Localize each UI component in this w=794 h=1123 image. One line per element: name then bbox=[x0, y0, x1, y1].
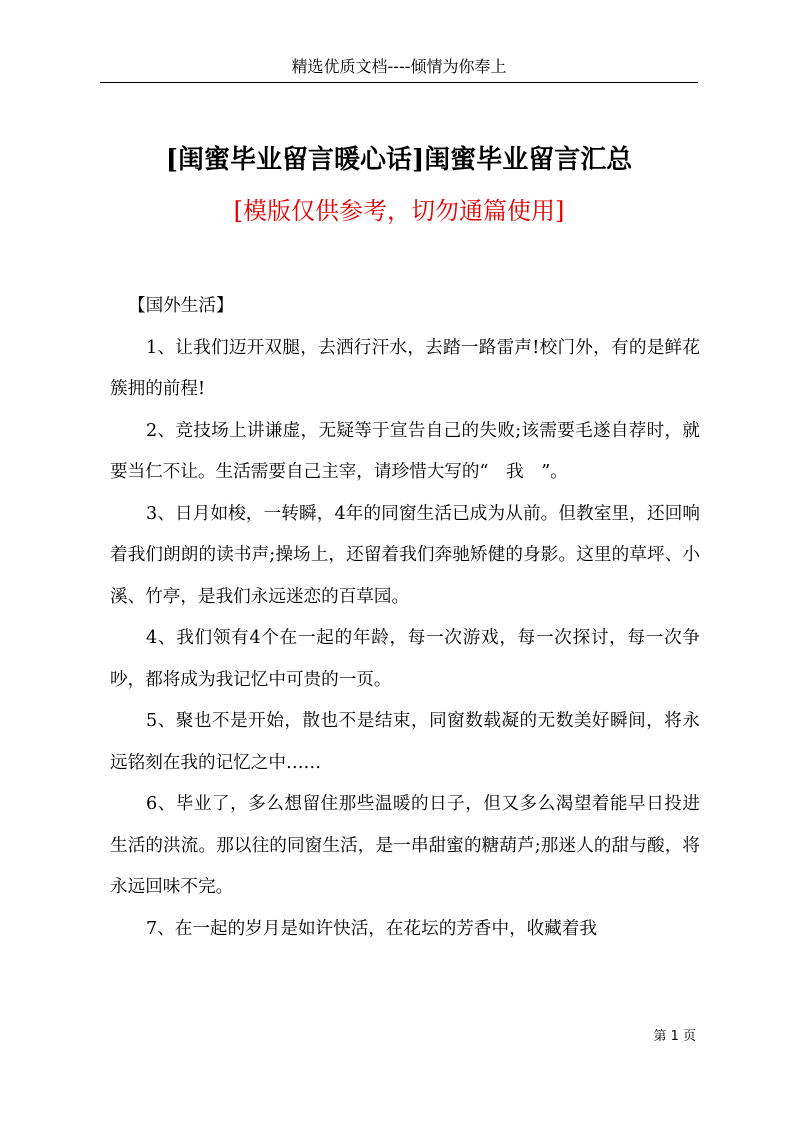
document-title: [闺蜜毕业留言暖心话]闺蜜毕业留言汇总 bbox=[165, 145, 633, 175]
paragraph-4: 4、我们领有4个在一起的年龄，每一次游戏，每一次探讨，每一次争吵，都将成为我记忆中可贵的一页。 bbox=[110, 628, 700, 690]
header-divider bbox=[100, 82, 698, 83]
paragraph-2: 2、竞技场上讲谦虚，无疑等于宣告自己的失败;该需要毛遂自荐时，就要当仁不让。生活需要自己主宰，请珍惜大写的“ 我 ”。 bbox=[110, 420, 700, 482]
paragraph-7: 7、在一起的岁月是如许快活，在花坛的芳香中，收藏着我 bbox=[146, 918, 598, 939]
paragraph-5: 5、聚也不是开始，散也不是结束，同窗数载凝的无数美好瞬间，将永远铭刻在我的记忆之中…… bbox=[110, 711, 700, 773]
paragraph-6: 6、毕业了，多么想留住那些温暖的日子，但又多么渴望着能早日投进生活的洪流。那以往的同窗生活，是一串甜蜜的糖葫芦;那迷人的甜与酸，将永远回味不完。 bbox=[110, 794, 700, 897]
section-heading: 【国外生活】 bbox=[128, 296, 234, 316]
page-number: 第 1 页 bbox=[653, 1029, 696, 1044]
page-header: 精选优质文档----倾情为你奉上 bbox=[291, 57, 507, 76]
paragraph-1: 1、让我们迈开双腿，去洒行汗水，去踏一路雷声!校门外，有的是鲜花簇拥的前程! bbox=[110, 337, 700, 399]
document-subtitle: [模版仅供参考，切勿通篇使用] bbox=[233, 197, 565, 225]
document-body bbox=[110, 286, 700, 950]
paragraph-3: 3、日月如梭，一转瞬，4年的同窗生活已成为从前。但教室里，还回响着我们朗朗的读书声;操场上，还留着我们奔驰矫健的身影。这里的草坪、小溪、竹亭，是我们永远迷恋的百草园。 bbox=[110, 503, 700, 607]
